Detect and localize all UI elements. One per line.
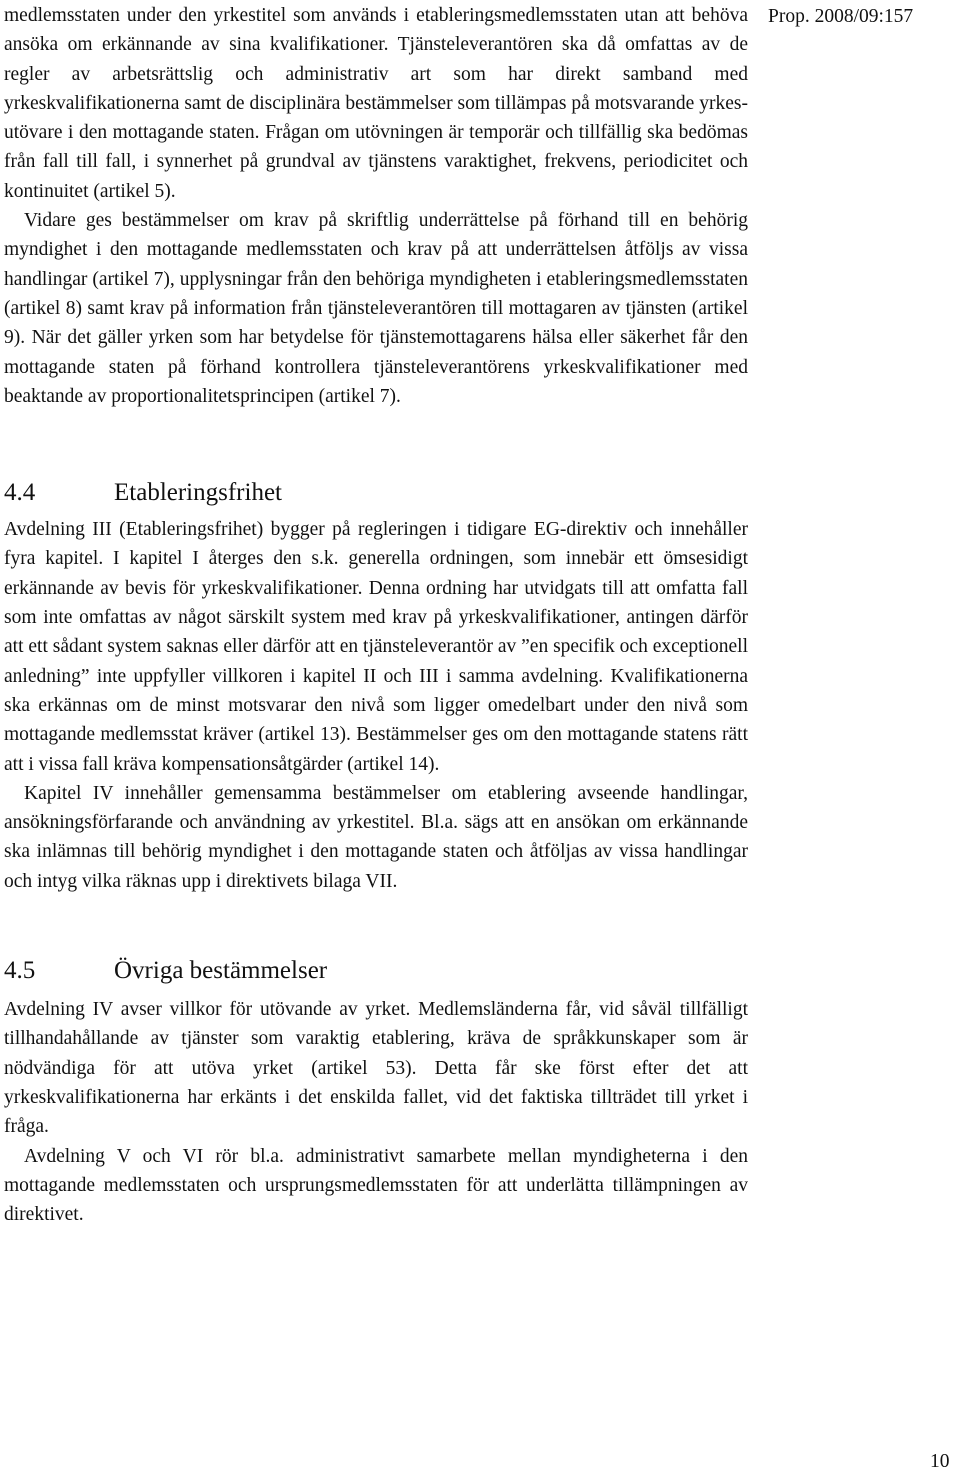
document-body (4, 1, 748, 1229)
paragraph: Avdelning IV avser villkor för utövande av yrket. Medlemsländerna får, vid såväl tillfälligt tillhandahållande av tjänster som varaktig etablering, kräva de språkkunskaper som är nödvändiga för att utöva yrket (artikel 53). Detta får ske först efter det att yrkeskvalifikationerna har erkänts i det enskilda fallet, vid det faktiska tillträdet till yrket i fråga. (4, 999, 748, 1138)
section-heading-4-5 (4, 955, 748, 987)
paragraph: Kapitel IV innehåller gemensamma bestämmelser om etablering avseende handlingar, ansökningsförfarande och användning av yrkestitel. Bl.a. sägs att en ansökan om erkännande ska inlämnas till behörig myndighet i den mottagande staten och åtföljas av vissa handlingar och intyg vilka räknas upp i direktivets bilaga VII. (4, 782, 748, 892)
paragraph: Avdelning III (Etableringsfrihet) bygger på regleringen i tidigare EG-direktiv och innehåller fyra kapitel. I kapitel I återges den s.k. generella ordningen, som innebär ett ömsesidigt erkännande av bevis för yrkeskvalifikationer. Denna ordning har utvidgats till att omfatta fall som inte omfattas av något särskilt system med krav på yrkeskvalifikationer, antingen därför att ett sådant system saknas eller därför att en tjänsteleverantör av ”en specifik och exceptionell anledning” inte uppfyller villkoren i kapitel II och III i samma avdelning. Kvalifikationerna ska erkännas om de minst motsvarar den nivå som ligger omedelbart under den nivå som mottagande medlemsstat kräver (artikel 13). Bestämmelser ges om den mottagande statens rätt att i vissa fall kräva kompensationsåtgärder (artikel 14). (4, 519, 748, 775)
section-title: Övriga bestämmelser (114, 957, 328, 985)
section-heading-4-4 (4, 477, 748, 509)
paragraph: Avdelning V och VI rör bl.a. administrativt samarbete mellan myndigheterna i den mottagande medlemsstaten och ursprungsmedlemsstaten för att underlätta tillämpningen av direktivet. (4, 1145, 748, 1226)
section-number: 4.4 (4, 479, 36, 507)
proposition-reference: Prop. 2008/09:157 (768, 6, 914, 27)
section-number: 4.5 (4, 957, 36, 985)
paragraph: medlemsstaten under den yrkestitel som används i etableringsmedlemsstaten utan att behöva ansöka om erkännande av sina kvalifikationer. Tjänsteleverantören ska då omfattas av de regler av arbetsrättslig och administrativ art som har direkt samband med yrkeskvalifikationerna samt de disciplinära bestämmelser som tillämpas på motsvarande yrkesutövare i den mottagande staten. Frågan om utövningen är temporär och tillfällig ska bedömas från fall till fall, i synnerhet på grundval av tjänstens varaktighet, frekvens, periodicitet och kontinuitet (artikel 5). (4, 5, 748, 202)
section-title: Etableringsfrihet (114, 479, 282, 507)
page-number: 10 (930, 1451, 950, 1472)
paragraph: Vidare ges bestämmelser om krav på skriftlig underrättelse på förhand till en behörig myndighet i den mottagande medlemsstaten och krav på att underrättelsen åtföljs av vissa handlingar (artikel 7), upplysningar från den behöriga myndigheten i etableringsmedlemsstaten (artikel 8) samt krav på information från tjänsteleverantören till mottagaren av tjänsten (artikel 9). När det gäller yrken som har betydelse för tjänstemottagarens hälsa eller säkerhet får den mottagande staten på förhand kontrollera tjänsteleverantörens yrkeskvalifikationer med beaktande av proportionalitetsprincipen (artikel 7). (4, 210, 748, 407)
